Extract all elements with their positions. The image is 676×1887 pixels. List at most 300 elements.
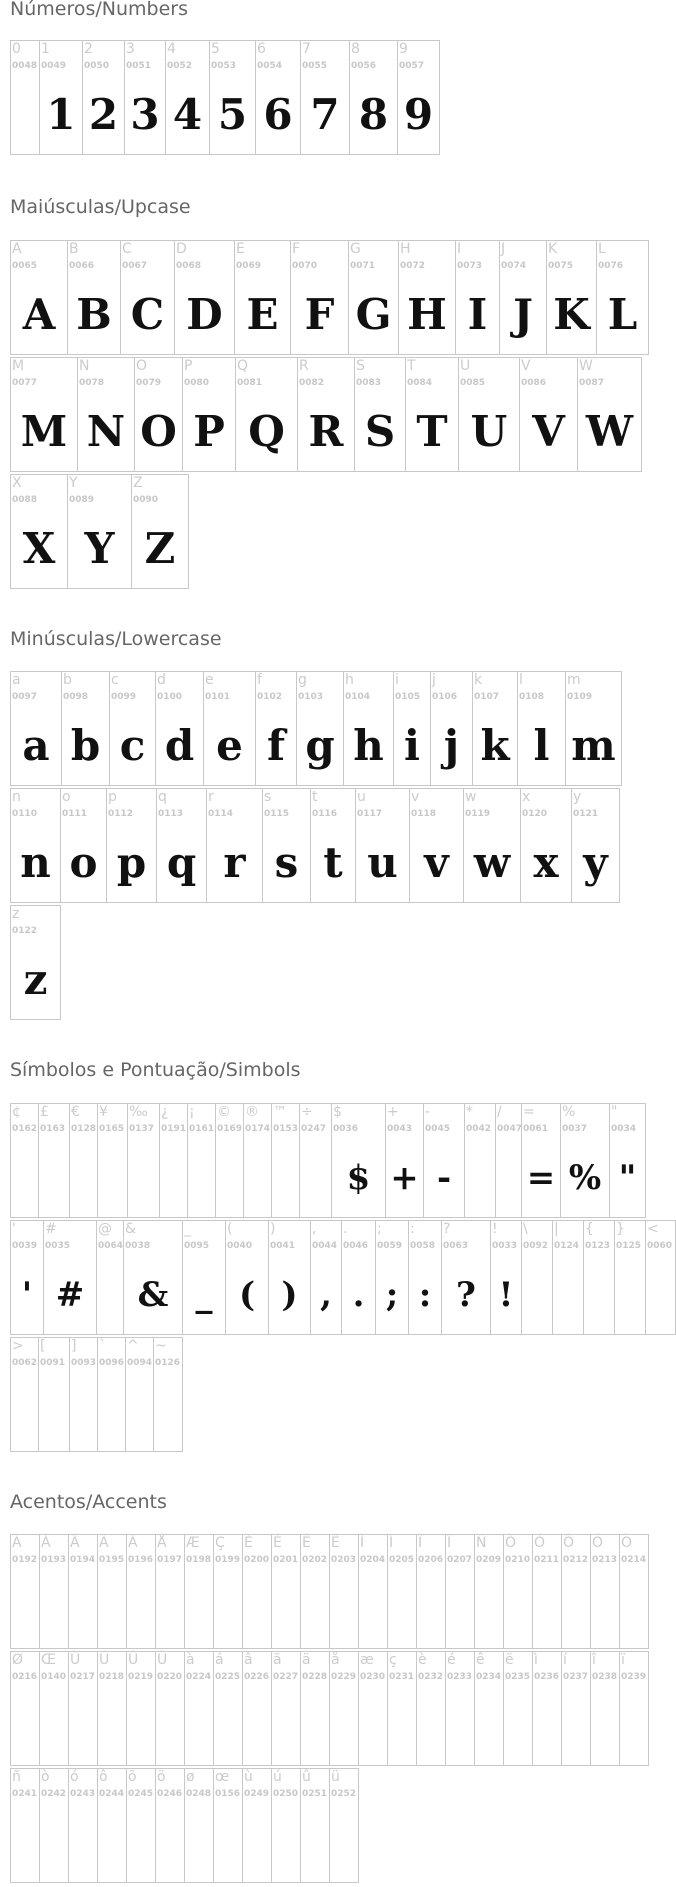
glyph-sample <box>243 1813 271 1873</box>
char-code: 0140 <box>41 1672 67 1682</box>
glyph-sample <box>504 1696 532 1756</box>
char-label: ä <box>302 1652 311 1668</box>
glyph-sample <box>216 1148 243 1208</box>
char-label: p <box>108 789 117 805</box>
char-label: k <box>474 672 483 688</box>
glyph-cell <box>216 1104 244 1217</box>
char-code: 0088 <box>12 495 38 505</box>
char-label: ? <box>443 1221 451 1237</box>
char-label: € <box>71 1104 80 1120</box>
glyph-sample: ( <box>238 1275 256 1315</box>
glyph-sample: 6 <box>263 90 293 139</box>
glyph-cell <box>518 672 566 785</box>
char-code: 0165 <box>99 1124 125 1134</box>
char-code: 0244 <box>99 1789 125 1799</box>
char-label: È <box>244 1535 253 1551</box>
glyph-cell <box>344 672 394 785</box>
char-label: O <box>136 358 148 374</box>
char-label: Ê <box>302 1535 311 1551</box>
glyph-cell <box>272 1535 301 1648</box>
glyph-cell <box>330 1769 359 1882</box>
glyph-cell <box>156 1535 185 1648</box>
glyph-cell <box>214 1535 243 1648</box>
glyph-sample <box>359 1579 387 1639</box>
glyph-sample <box>615 1265 645 1325</box>
glyph-sample: ? <box>456 1275 476 1315</box>
glyph-sample <box>388 1696 416 1756</box>
glyph-sample <box>533 1579 561 1639</box>
char-label: ù <box>244 1769 253 1785</box>
glyph-cell <box>409 1221 442 1334</box>
char-code: 0217 <box>70 1672 96 1682</box>
char-code: 0060 <box>647 1241 673 1251</box>
glyph-sample: T <box>416 407 448 456</box>
char-code: 0038 <box>125 1241 151 1251</box>
char-label: Õ <box>592 1535 604 1551</box>
glyph-sample: u <box>367 838 398 887</box>
glyph-cell <box>125 41 166 154</box>
char-label: ® <box>245 1104 259 1120</box>
glyph-cell <box>332 1104 386 1217</box>
glyph-cell <box>475 1652 504 1765</box>
glyph-sample: R <box>308 407 344 456</box>
char-label: Å <box>157 1535 167 1551</box>
glyph-cell <box>399 241 456 354</box>
glyph-sample <box>127 1579 155 1639</box>
char-code: 0106 <box>432 692 458 702</box>
char-code: 0119 <box>465 809 491 819</box>
char-code: 0051 <box>126 61 152 71</box>
glyph-cell <box>68 241 121 354</box>
glyph-sample: j <box>443 721 460 770</box>
char-label: n <box>12 789 21 805</box>
glyph-sample <box>127 1696 155 1756</box>
glyph-sample <box>562 1579 590 1639</box>
glyph-sample: M <box>20 407 68 456</box>
char-code: 0229 <box>331 1672 357 1682</box>
char-label: Ë <box>331 1535 340 1551</box>
glyph-sample: L <box>607 290 638 339</box>
char-label: h <box>345 672 354 688</box>
glyph-sample: V <box>532 407 565 456</box>
char-code: 0092 <box>523 1241 549 1251</box>
char-code: 0137 <box>129 1124 155 1134</box>
char-label: ¿ <box>161 1104 169 1120</box>
char-label: < <box>647 1221 659 1237</box>
char-code: 0111 <box>62 809 88 819</box>
char-code: 0105 <box>395 692 421 702</box>
char-label: % <box>562 1104 576 1120</box>
section-title-upcase: Maiúsculas/Upcase <box>10 196 191 218</box>
glyph-cell <box>446 1652 475 1765</box>
char-code: 0232 <box>418 1672 444 1682</box>
glyph-sample: + <box>390 1158 419 1198</box>
char-label: í <box>563 1652 567 1668</box>
char-label: K <box>548 241 558 257</box>
glyph-cell <box>70 1338 98 1451</box>
glyph-sample <box>496 1148 521 1208</box>
glyph-cell <box>521 789 572 902</box>
char-label: æ <box>360 1652 374 1668</box>
char-label: õ <box>128 1769 137 1785</box>
glyph-cell <box>128 1104 160 1217</box>
char-label: X <box>12 475 22 491</box>
char-code: 0044 <box>312 1241 338 1251</box>
char-label: Ó <box>534 1535 546 1551</box>
glyph-sample: 8 <box>358 90 389 139</box>
glyph-cell <box>301 1769 330 1882</box>
char-code: 0233 <box>447 1672 473 1682</box>
char-label: 7 <box>302 41 311 57</box>
char-code: 0169 <box>217 1124 243 1134</box>
char-code: 0043 <box>387 1124 413 1134</box>
glyph-cell <box>431 672 473 785</box>
char-code: 0056 <box>351 61 377 71</box>
glyph-cell <box>646 1221 676 1334</box>
char-label: À <box>12 1535 22 1551</box>
glyph-sample <box>185 1579 213 1639</box>
glyph-sample: n <box>20 838 51 887</box>
char-code: 0101 <box>205 692 231 702</box>
glyph-sample: P <box>193 407 225 456</box>
char-code: 0207 <box>447 1555 473 1565</box>
char-label: R <box>299 358 309 374</box>
glyph-cell <box>97 1221 124 1334</box>
glyph-sample <box>98 1382 125 1442</box>
glyph-sample <box>40 1579 68 1639</box>
char-code: 0230 <box>360 1672 386 1682</box>
char-code: 0047 <box>497 1124 523 1134</box>
char-label: ï <box>621 1652 625 1668</box>
glyph-sample: B <box>76 290 112 339</box>
glyph-cell <box>522 1104 561 1217</box>
glyph-sample: K <box>553 290 590 339</box>
glyph-sample: g <box>305 721 335 770</box>
glyph-cell <box>166 41 210 154</box>
char-label: V <box>521 358 531 374</box>
glyph-cell <box>591 1535 620 1648</box>
glyph-sample: _ <box>195 1275 213 1315</box>
glyph-cell <box>214 1769 243 1882</box>
char-code: 0108 <box>519 692 545 702</box>
char-code: 0128 <box>71 1124 97 1134</box>
glyph-cell <box>330 1535 359 1648</box>
glyph-cell <box>442 1221 491 1334</box>
glyph-sample: U <box>470 407 508 456</box>
glyph-sample <box>11 1579 39 1639</box>
char-label: £ <box>40 1104 49 1120</box>
glyph-cell <box>98 1769 127 1882</box>
glyph-cell <box>243 1535 272 1648</box>
glyph-sample <box>98 1696 126 1756</box>
glyph-cell <box>156 1652 185 1765</box>
char-label: U <box>460 358 471 374</box>
char-code: 0243 <box>70 1789 96 1799</box>
glyph-cell <box>417 1535 446 1648</box>
char-code: 0040 <box>227 1241 253 1251</box>
char-code: 0245 <box>128 1789 154 1799</box>
char-code: 0203 <box>331 1555 357 1565</box>
char-code: 0071 <box>350 261 376 271</box>
char-code: 0197 <box>157 1555 183 1565</box>
char-label: ™ <box>273 1104 287 1120</box>
glyph-cell <box>349 241 399 354</box>
char-code: 0053 <box>211 61 237 71</box>
char-code: 0194 <box>70 1555 96 1565</box>
glyph-cell <box>269 1221 311 1334</box>
glyph-cell <box>98 1104 128 1217</box>
char-code: 0099 <box>111 692 137 702</box>
glyph-cell <box>301 1652 330 1765</box>
char-label: u <box>357 789 366 805</box>
char-label: 9 <box>399 41 408 57</box>
glyph-cell <box>394 672 431 785</box>
glyph-cell <box>124 1221 183 1334</box>
char-label: a <box>12 672 21 688</box>
char-code: 0057 <box>399 61 425 71</box>
char-label: - <box>425 1104 431 1120</box>
char-code: 0104 <box>345 692 371 702</box>
glyph-cell <box>244 1104 272 1217</box>
char-label: ; <box>377 1221 382 1237</box>
glyph-sample <box>475 1696 503 1756</box>
char-code: 0048 <box>12 61 38 71</box>
char-label: î <box>592 1652 596 1668</box>
char-code: 0096 <box>99 1358 125 1368</box>
char-code: 0204 <box>360 1555 386 1565</box>
char-label: ~ <box>155 1338 167 1354</box>
char-label: " <box>611 1104 618 1120</box>
glyph-cell <box>40 41 83 154</box>
glyph-cell <box>243 1769 272 1882</box>
glyph-sample <box>127 1813 155 1873</box>
glyph-sample: 5 <box>217 90 248 139</box>
char-label: t <box>312 789 318 805</box>
char-code: 0079 <box>136 378 162 388</box>
glyph-sample <box>11 1696 39 1756</box>
glyph-cell <box>61 789 107 902</box>
glyph-sample <box>562 1696 590 1756</box>
glyph-cell <box>566 672 622 785</box>
char-code: 0198 <box>186 1555 212 1565</box>
section-title-symbols: Símbolos e Pontuação/Simbols <box>10 1059 301 1081</box>
char-code: 0094 <box>127 1358 153 1368</box>
glyph-cell <box>185 1769 214 1882</box>
char-code: 0073 <box>457 261 483 271</box>
char-code: 0045 <box>425 1124 451 1134</box>
glyph-row <box>10 1768 359 1883</box>
char-label: H <box>400 241 411 257</box>
glyph-cell <box>620 1652 649 1765</box>
glyph-sample: ' <box>21 1275 33 1315</box>
char-label: T <box>407 358 416 374</box>
glyph-sample: x <box>533 838 559 887</box>
glyph-cell <box>562 1652 591 1765</box>
char-code: 0122 <box>12 926 38 936</box>
glyph-cell <box>235 241 291 354</box>
char-code: 0115 <box>264 809 290 819</box>
char-code: 0055 <box>302 61 328 71</box>
glyph-cell <box>553 1221 584 1334</box>
glyph-cell <box>11 672 62 785</box>
glyph-cell <box>376 1221 409 1334</box>
char-label: é <box>447 1652 456 1668</box>
char-label: b <box>63 672 72 688</box>
glyph-cell <box>597 241 649 354</box>
char-code: 0213 <box>592 1555 618 1565</box>
glyph-cell <box>188 1104 216 1217</box>
glyph-sample: 3 <box>130 90 160 139</box>
glyph-sample: X <box>22 524 56 573</box>
glyph-sample: h <box>353 721 384 770</box>
char-label: g <box>298 672 307 688</box>
char-label: ! <box>492 1221 498 1237</box>
glyph-cell <box>610 1104 646 1217</box>
glyph-sample: w <box>473 838 511 887</box>
char-code: 0087 <box>579 378 605 388</box>
char-code: 0033 <box>492 1241 518 1251</box>
glyph-sample: & <box>137 1275 169 1315</box>
glyph-cell <box>127 1652 156 1765</box>
glyph-cell <box>78 358 135 471</box>
char-code: 0209 <box>476 1555 502 1565</box>
glyph-cell <box>183 1221 226 1334</box>
glyph-sample <box>591 1696 619 1756</box>
glyph-sample: # <box>55 1275 85 1315</box>
glyph-cell <box>350 41 398 154</box>
char-code: 0058 <box>410 1241 436 1251</box>
glyph-sample <box>97 1265 123 1325</box>
char-label: 0 <box>12 41 21 57</box>
char-label: Î <box>418 1535 423 1551</box>
char-label: ‰ <box>129 1104 148 1120</box>
char-code: 0046 <box>343 1241 369 1251</box>
glyph-cell <box>615 1221 646 1334</box>
char-code: 0037 <box>562 1124 588 1134</box>
section-title-lowercase: Minúsculas/Lowercase <box>10 628 222 650</box>
glyph-sample <box>243 1579 271 1639</box>
glyph-sample: J <box>513 290 533 339</box>
char-label: E <box>236 241 245 257</box>
glyph-cell <box>424 1104 465 1217</box>
char-code: 0098 <box>63 692 89 702</box>
char-label: ì <box>534 1652 538 1668</box>
char-code: 0124 <box>554 1241 580 1251</box>
char-label: ê <box>476 1652 485 1668</box>
char-code: 0195 <box>99 1555 125 1565</box>
glyph-sample <box>98 1813 126 1873</box>
glyph-sample: r <box>223 838 246 887</box>
char-code: 0103 <box>298 692 324 702</box>
char-code: 0212 <box>563 1555 589 1565</box>
char-label: 2 <box>84 41 93 57</box>
glyph-cell <box>11 1535 40 1648</box>
char-code: 0156 <box>215 1789 241 1799</box>
glyph-sample <box>214 1813 242 1873</box>
glyph-cell <box>473 672 518 785</box>
glyph-sample: a <box>22 721 50 770</box>
glyph-sample: H <box>407 290 447 339</box>
char-code: 0118 <box>411 809 437 819</box>
char-label: @ <box>98 1221 112 1237</box>
glyph-cell <box>504 1652 533 1765</box>
glyph-cell <box>410 789 464 902</box>
glyph-sample: f <box>266 721 286 770</box>
char-label: v <box>411 789 420 805</box>
glyph-cell <box>40 1535 69 1648</box>
glyph-cell <box>11 475 68 588</box>
char-code: 0054 <box>257 61 283 71</box>
char-label: : <box>410 1221 415 1237</box>
char-code: 0218 <box>99 1672 125 1682</box>
glyph-sample: y <box>583 838 608 887</box>
char-code: 0110 <box>12 809 38 819</box>
glyph-sample <box>70 1148 97 1208</box>
char-label: Ò <box>505 1535 517 1551</box>
glyph-sample <box>40 1813 68 1873</box>
char-code: 0205 <box>389 1555 415 1565</box>
glyph-cell <box>110 672 156 785</box>
char-label: Á <box>41 1535 51 1551</box>
char-code: 0091 <box>40 1358 66 1368</box>
glyph-sample: O <box>140 407 177 456</box>
glyph-cell <box>359 1652 388 1765</box>
char-code: 0192 <box>12 1555 38 1565</box>
char-label: F <box>292 241 301 257</box>
glyph-cell <box>298 358 355 471</box>
char-label: ¢ <box>12 1104 21 1120</box>
char-code: 0081 <box>237 378 263 388</box>
glyph-cell <box>175 241 235 354</box>
glyph-cell <box>243 1652 272 1765</box>
glyph-cell <box>11 241 68 354</box>
char-code: 0061 <box>523 1124 549 1134</box>
char-label: W <box>579 358 593 374</box>
char-label: d <box>157 672 166 688</box>
glyph-sample <box>330 1813 358 1873</box>
char-code: 0153 <box>273 1124 299 1134</box>
glyph-cell <box>417 1652 446 1765</box>
glyph-sample <box>388 1579 416 1639</box>
char-label: 8 <box>351 41 360 57</box>
glyph-sample: l <box>533 721 550 770</box>
glyph-sample: Y <box>84 524 115 573</box>
glyph-cell <box>40 1652 69 1765</box>
glyph-cell <box>578 358 642 471</box>
char-code: 0163 <box>40 1124 66 1134</box>
glyph-cell <box>386 1104 424 1217</box>
char-code: 0125 <box>616 1241 642 1251</box>
char-label: _ <box>184 1221 191 1237</box>
glyph-row <box>10 474 189 589</box>
char-label: x <box>522 789 531 805</box>
glyph-cell <box>342 1221 376 1334</box>
glyph-sample: : <box>418 1275 432 1315</box>
glyph-sample: z <box>23 955 48 1004</box>
glyph-sample: c <box>119 721 146 770</box>
glyph-sample: - <box>436 1158 452 1198</box>
glyph-cell <box>496 1104 522 1217</box>
glyph-sample <box>465 1148 495 1208</box>
glyph-sample <box>98 1579 126 1639</box>
glyph-cell <box>107 789 157 902</box>
char-code: 0120 <box>522 809 548 819</box>
char-label: y <box>573 789 582 805</box>
glyph-row <box>10 1534 649 1649</box>
glyph-sample <box>646 1265 675 1325</box>
char-label: Ø <box>12 1652 24 1668</box>
char-code: 0090 <box>133 495 159 505</box>
